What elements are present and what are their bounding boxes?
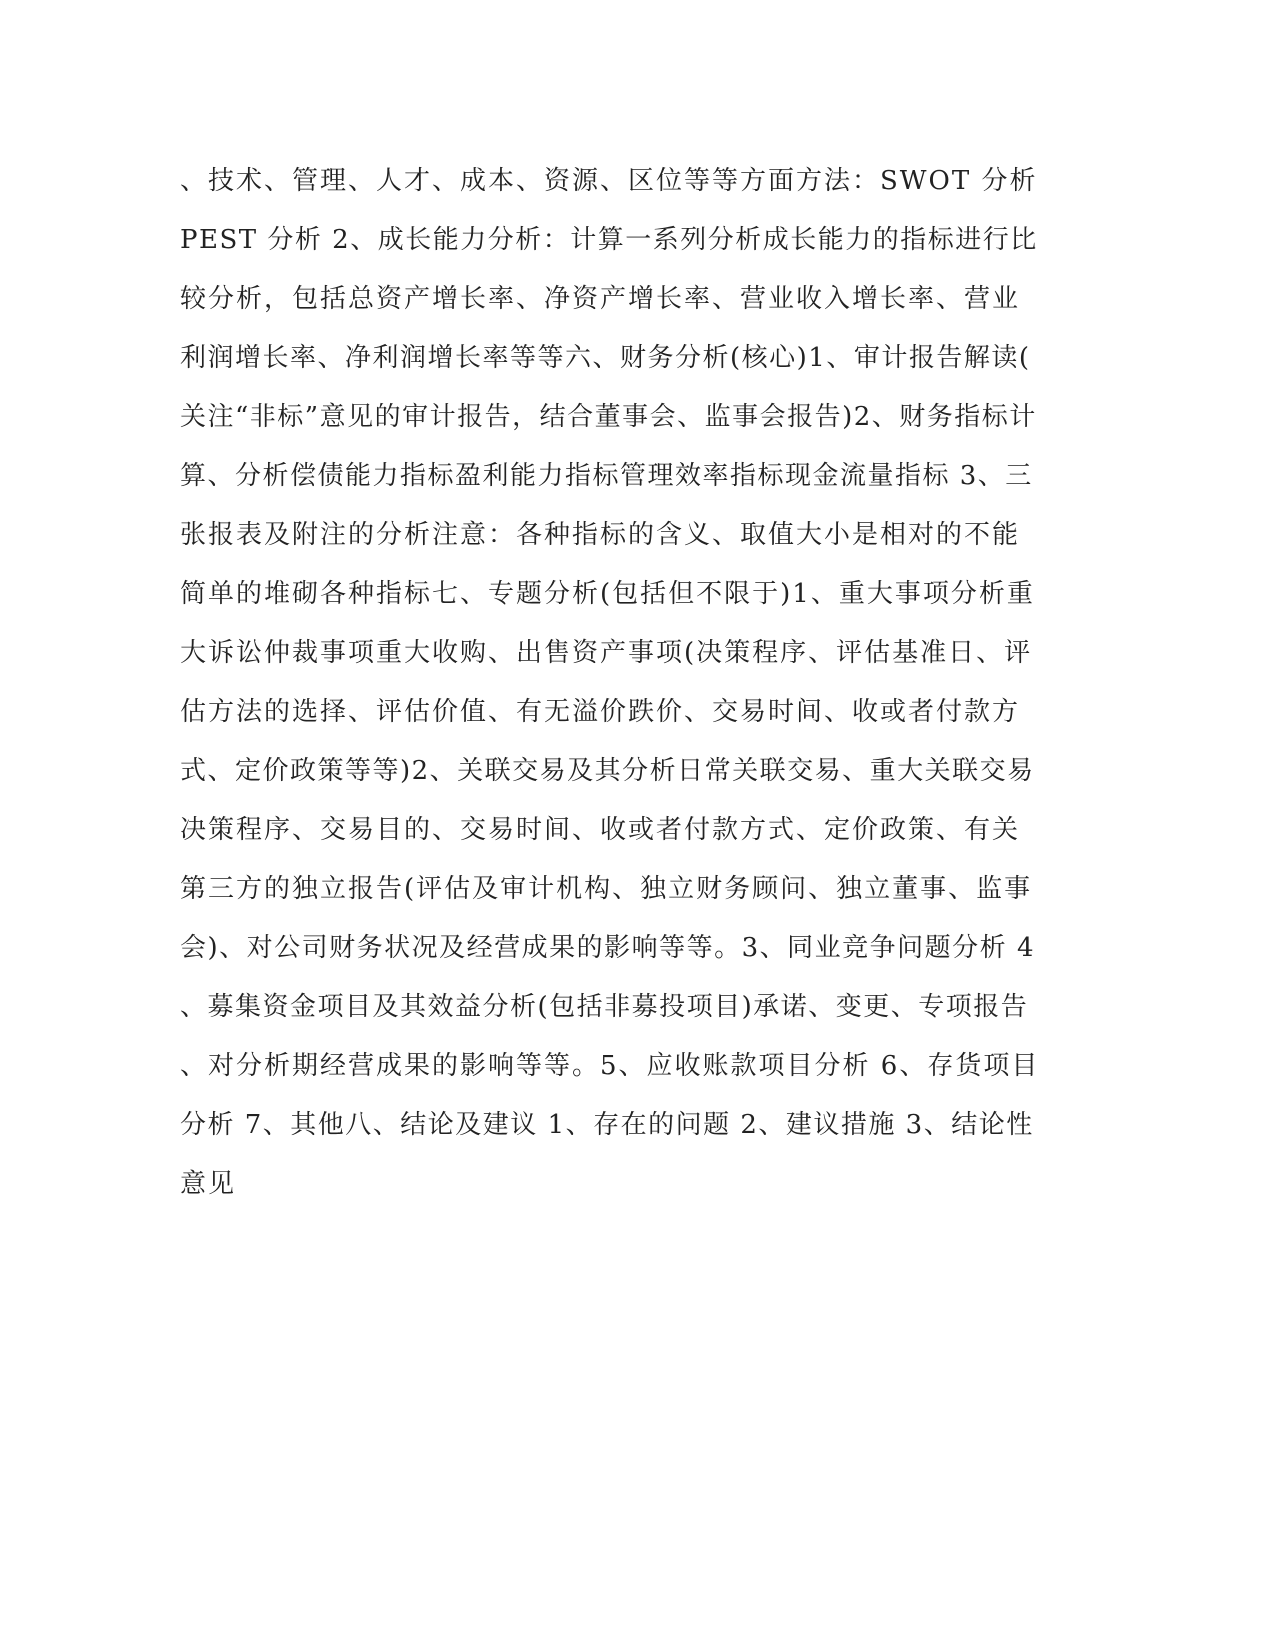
text-line: 张报表及附注的分析注意：各种指标的含义、取值大小是相对的不能 — [180, 520, 1021, 550]
body-text — [180, 158, 1040, 1220]
text-line: 、技术、管理、人才、成本、资源、区位等等方面方法：SWOT 分析 — [180, 166, 1038, 196]
text-line: 简单的堆砌各种指标七、专题分析(包括但不限于)1、重大事项分析重 — [180, 579, 1035, 609]
text-line: 式、定价政策等等)2、关联交易及其分析日常关联交易、重大关联交易 — [180, 756, 1035, 786]
text-line: 、募集资金项目及其效益分析(包括非募投项目)承诺、变更、专项报告 — [180, 992, 1029, 1022]
text-line: 分析 7、其他八、结论及建议 1、存在的问题 2、建议措施 3、结论性 — [180, 1110, 1034, 1140]
text-line: 利润增长率、净利润增长率等等六、财务分析(核心)1、审计报告解读( — [180, 343, 1031, 373]
text-line: 大诉讼仲裁事项重大收购、出售资产事项(决策程序、评估基准日、评 — [180, 638, 1033, 668]
text-line: PEST 分析 2、成长能力分析：计算一系列分析成长能力的指标进行比 — [180, 225, 1038, 255]
text-line: 第三方的独立报告(评估及审计机构、独立财务顾问、独立董事、监事 — [180, 874, 1033, 904]
text-line: 、对分析期经营成果的影响等等。5、应收账款项目分析 6、存货项目 — [180, 1051, 1040, 1081]
text-line: 意见 — [180, 1169, 237, 1199]
text-line: 估方法的选择、评估价值、有无溢价跌价、交易时间、收或者付款方 — [180, 697, 1021, 727]
text-line: 较分析，包括总资产增长率、净资产增长率、营业收入增长率、营业 — [180, 284, 1021, 314]
text-line: 关注“非标”意见的审计报告，结合董事会、监事会报告)2、财务指标计 — [180, 402, 1037, 432]
text-line: 会)、对公司财务状况及经营成果的影响等等。3、同业竞争问题分析 4 — [180, 933, 1035, 963]
text-line: 决策程序、交易目的、交易时间、收或者付款方式、定价政策、有关 — [180, 815, 1021, 845]
text-line: 算、分析偿债能力指标盈利能力指标管理效率指标现金流量指标 3、三 — [180, 461, 1033, 491]
